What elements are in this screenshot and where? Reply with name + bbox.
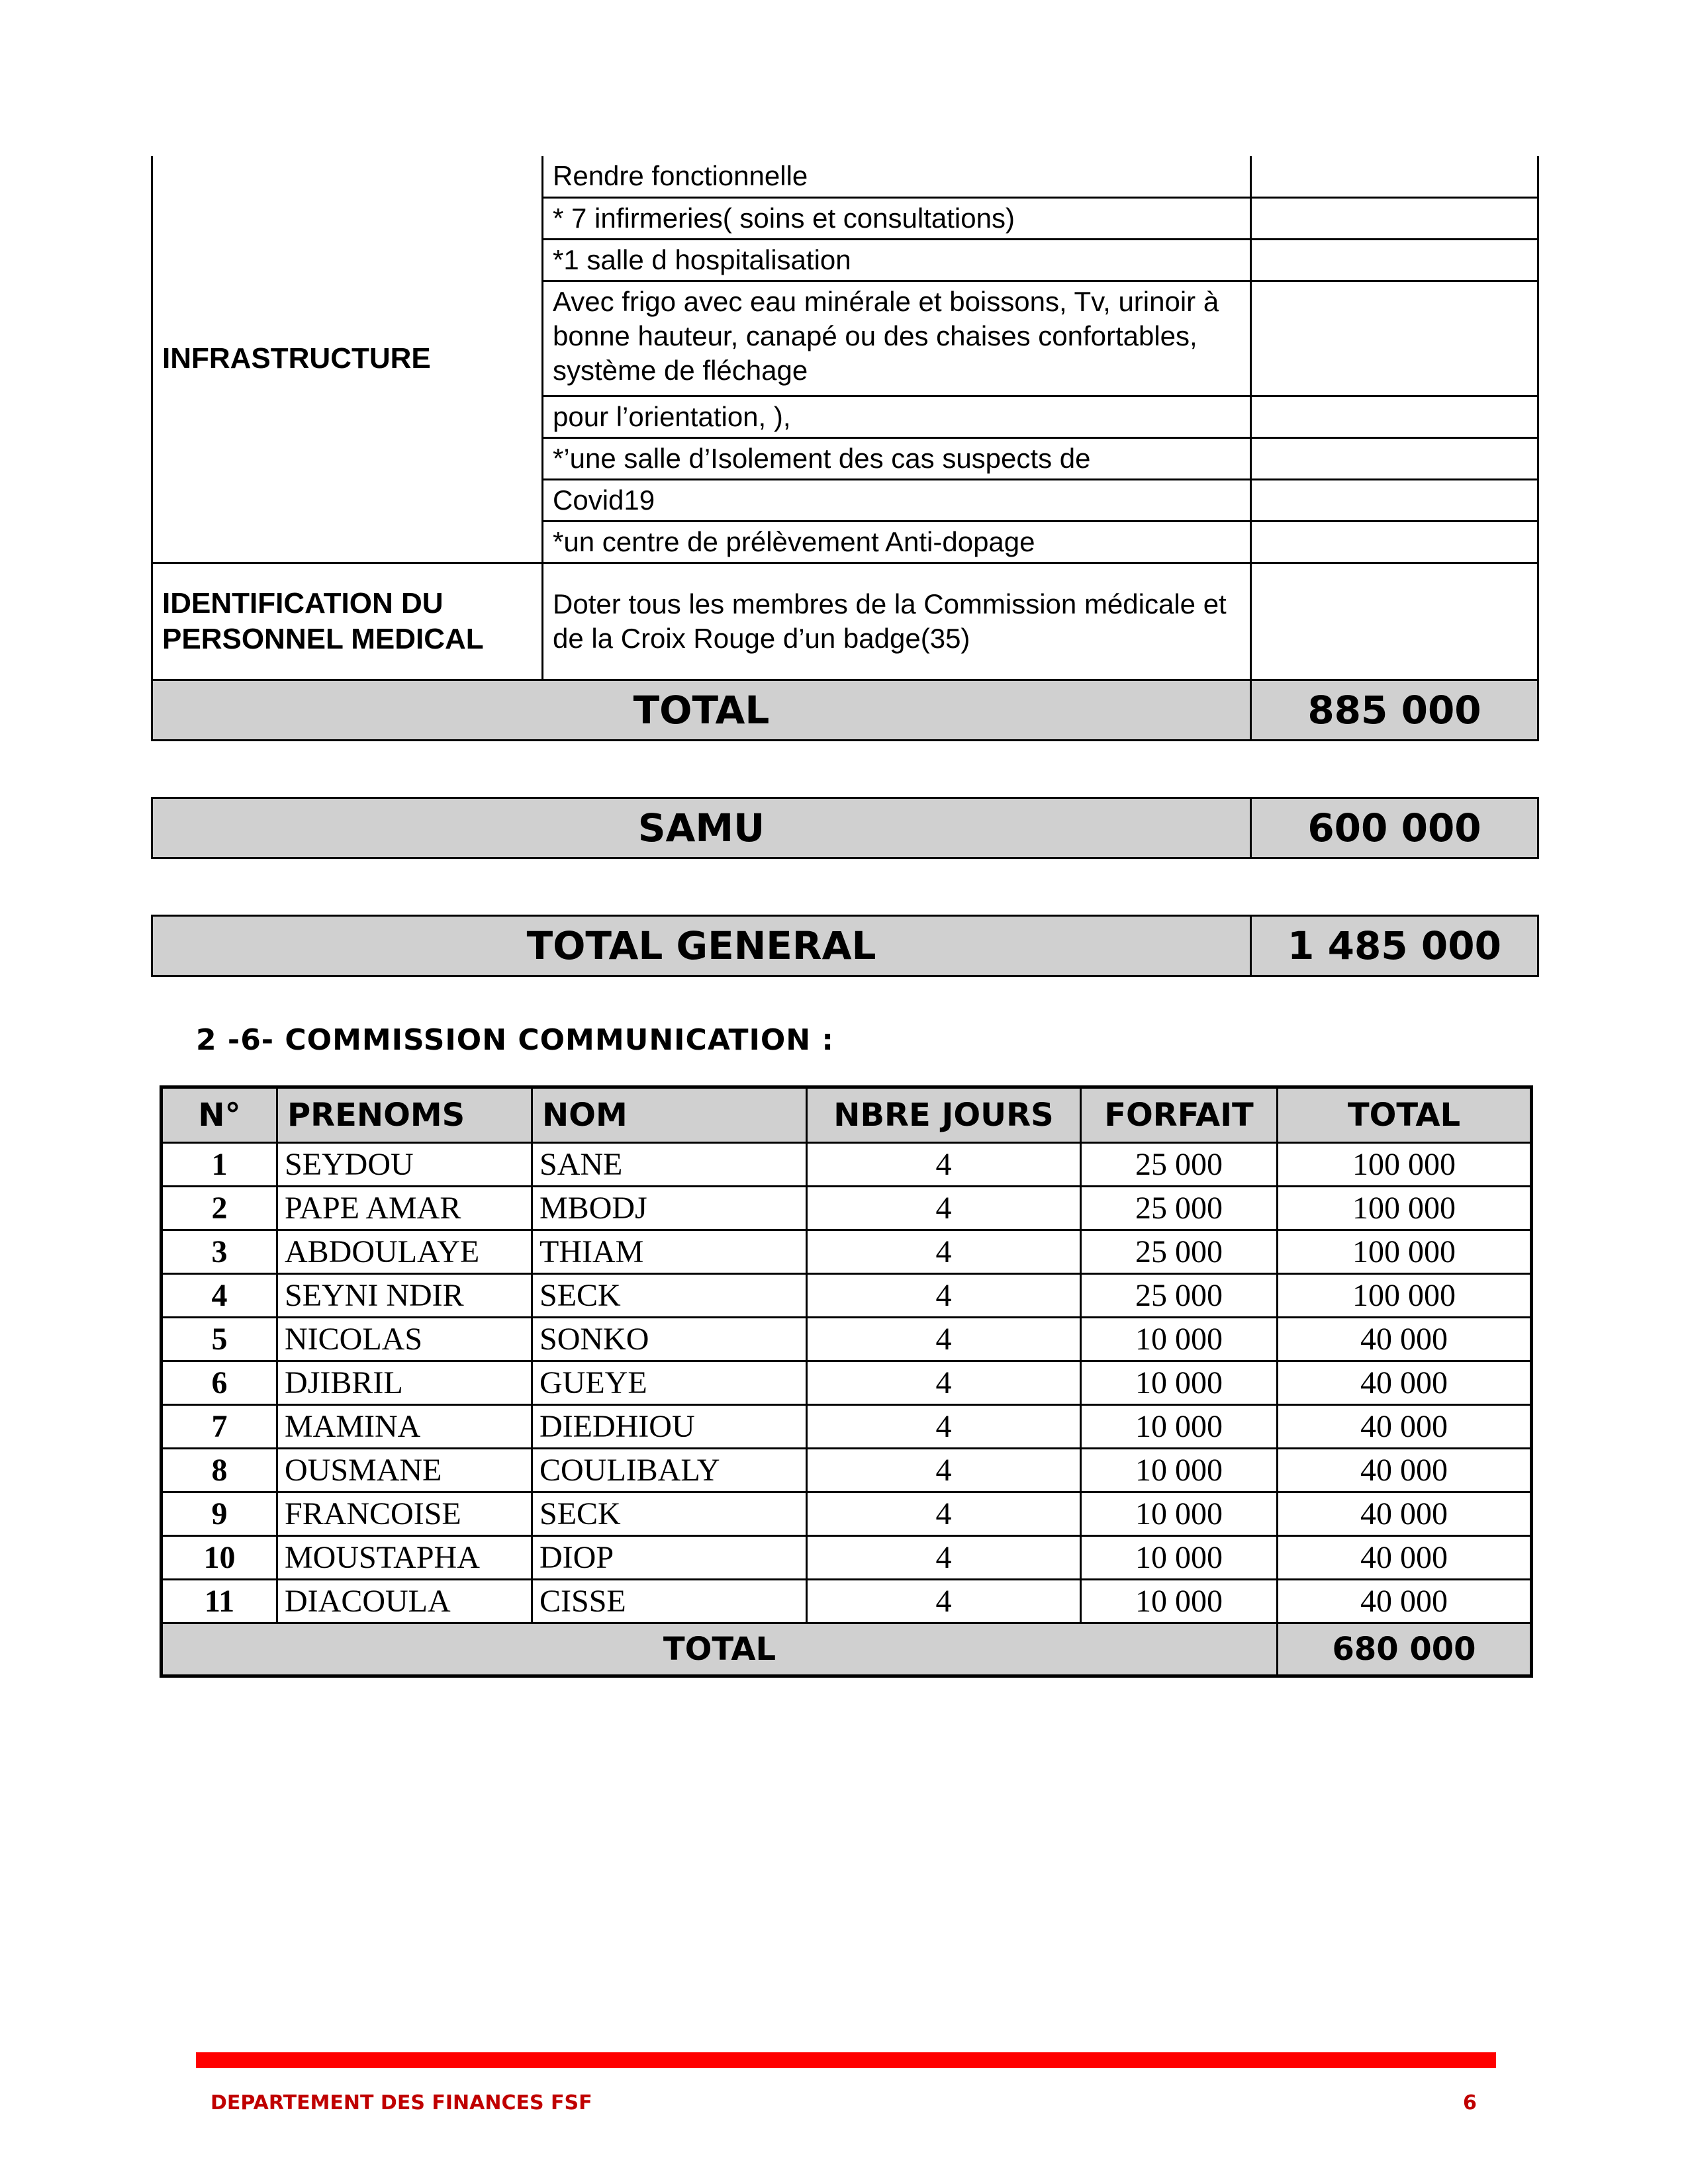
communication-table [160, 1085, 1533, 1678]
row-forfait: 10 000 [1081, 1492, 1278, 1536]
row-number: 6 [162, 1361, 277, 1405]
amount-cell [1251, 197, 1538, 239]
row-jours: 4 [807, 1536, 1081, 1580]
row-jours: 4 [807, 1492, 1081, 1536]
row-nom: DIOP [532, 1536, 807, 1580]
samu-box [151, 797, 1539, 859]
row-number: 1 [162, 1143, 277, 1187]
row-number: 8 [162, 1449, 277, 1492]
row-forfait: 25 000 [1081, 1230, 1278, 1274]
amount-cell [1251, 479, 1538, 521]
table-row [162, 1143, 1532, 1187]
communication-total-row [162, 1623, 1532, 1676]
row-total: 100 000 [1278, 1274, 1532, 1318]
row-forfait: 10 000 [1081, 1361, 1278, 1405]
header-nom: NOM [532, 1087, 807, 1143]
row-jours: 4 [807, 1318, 1081, 1361]
row-total: 40 000 [1278, 1405, 1532, 1449]
footer-department: DEPARTEMENT DES FINANCES FSF [211, 2091, 592, 2115]
row-prenom: OUSMANE [277, 1449, 532, 1492]
total-value: 885 000 [1251, 680, 1538, 741]
identification-text: Doter tous les membres de la Commission médicale et de la Croix Rouge d’un badge(35) [543, 563, 1251, 680]
page-number: 6 [1463, 2091, 1477, 2115]
row-forfait: 10 000 [1081, 1318, 1278, 1361]
amount-cell [1251, 281, 1538, 396]
samu-label: SAMU [152, 798, 1251, 858]
table-row [162, 1230, 1532, 1274]
table-row [162, 1449, 1532, 1492]
row-total: 40 000 [1278, 1536, 1532, 1580]
row-prenom: MAMINA [277, 1405, 532, 1449]
header-prenoms: PRENOMS [277, 1087, 532, 1143]
row-jours: 4 [807, 1274, 1081, 1318]
amount-cell [1251, 396, 1538, 437]
header-nbre-jours: NBRE JOURS [807, 1087, 1081, 1143]
row-nom: MBODJ [532, 1187, 807, 1230]
row-prenom: ABDOULAYE [277, 1230, 532, 1274]
infrastructure-line: *un centre de prélèvement Anti-dopage [543, 521, 1251, 563]
row-number: 7 [162, 1405, 277, 1449]
row-nom: GUEYE [532, 1361, 807, 1405]
row-nom: CISSE [532, 1580, 807, 1623]
identification-label: IDENTIFICATION DU PERSONNEL MEDICAL [152, 563, 543, 680]
row-total: 40 000 [1278, 1318, 1532, 1361]
row-prenom: SEYDOU [277, 1143, 532, 1187]
row-number: 11 [162, 1580, 277, 1623]
row-prenom: PAPE AMAR [277, 1187, 532, 1230]
infrastructure-line: Covid19 [543, 479, 1251, 521]
row-nom: THIAM [532, 1230, 807, 1274]
amount-cell [1251, 521, 1538, 563]
row-total: 100 000 [1278, 1187, 1532, 1230]
infrastructure-line: Rendre fonctionnelle [543, 156, 1251, 197]
row-prenom: FRANCOISE [277, 1492, 532, 1536]
infrastructure-line: *’une salle d’Isolement des cas suspects de [543, 437, 1251, 479]
footer-accent-bar [196, 2052, 1496, 2068]
table-row [162, 1405, 1532, 1449]
row-jours: 4 [807, 1361, 1081, 1405]
row-prenom: DJIBRIL [277, 1361, 532, 1405]
header-total: TOTAL [1278, 1087, 1532, 1143]
row-prenom: MOUSTAPHA [277, 1536, 532, 1580]
row-forfait: 10 000 [1081, 1449, 1278, 1492]
infrastructure-line: * 7 infirmeries( soins et consultations) [543, 197, 1251, 239]
row-prenom: DIACOULA [277, 1580, 532, 1623]
row-forfait: 10 000 [1081, 1405, 1278, 1449]
total-general-label: TOTAL GENERAL [152, 916, 1251, 976]
infrastructure-table [151, 156, 1539, 682]
table-row [162, 1580, 1532, 1623]
row-nom: SONKO [532, 1318, 807, 1361]
total-label: TOTAL [152, 680, 1251, 741]
amount-cell [1251, 239, 1538, 281]
row-forfait: 25 000 [1081, 1143, 1278, 1187]
infrastructure-line: *1 salle d hospitalisation [543, 239, 1251, 281]
table-row [162, 1492, 1532, 1536]
row-forfait: 25 000 [1081, 1187, 1278, 1230]
row-total: 100 000 [1278, 1230, 1532, 1274]
amount-cell [1251, 156, 1538, 197]
amount-cell [1251, 437, 1538, 479]
section-heading: 2 -6- COMMISSION COMMUNICATION : [196, 1023, 834, 1057]
table-row [162, 1187, 1532, 1230]
row-total: 40 000 [1278, 1361, 1532, 1405]
row-jours: 4 [807, 1230, 1081, 1274]
row-forfait: 25 000 [1081, 1274, 1278, 1318]
header-forfait: FORFAIT [1081, 1087, 1278, 1143]
row-jours: 4 [807, 1405, 1081, 1449]
total-general-box [151, 915, 1539, 977]
samu-value: 600 000 [1251, 798, 1538, 858]
row-forfait: 10 000 [1081, 1580, 1278, 1623]
infrastructure-label: INFRASTRUCTURE [152, 156, 543, 563]
amount-cell [1251, 563, 1538, 680]
row-jours: 4 [807, 1143, 1081, 1187]
row-jours: 4 [807, 1580, 1081, 1623]
row-total: 40 000 [1278, 1580, 1532, 1623]
row-total: 40 000 [1278, 1492, 1532, 1536]
row-total: 40 000 [1278, 1449, 1532, 1492]
row-nom: DIEDHIOU [532, 1405, 807, 1449]
row-nom: COULIBALY [532, 1449, 807, 1492]
communication-total-label: TOTAL [162, 1623, 1278, 1676]
header-number: N° [162, 1087, 277, 1143]
row-number: 3 [162, 1230, 277, 1274]
row-nom: SANE [532, 1143, 807, 1187]
row-number: 9 [162, 1492, 277, 1536]
row-nom: SECK [532, 1492, 807, 1536]
row-prenom: SEYNI NDIR [277, 1274, 532, 1318]
row-jours: 4 [807, 1449, 1081, 1492]
row-nom: SECK [532, 1274, 807, 1318]
communication-total-value: 680 000 [1278, 1623, 1532, 1676]
infrastructure-line: Avec frigo avec eau minérale et boissons, Tv, urinoir à bonne hauteur, canapé ou des chaises confortables, système de fléchage [543, 281, 1251, 396]
total-general-value: 1 485 000 [1251, 916, 1538, 976]
row-prenom: NICOLAS [277, 1318, 532, 1361]
row-number: 5 [162, 1318, 277, 1361]
row-number: 10 [162, 1536, 277, 1580]
row-total: 100 000 [1278, 1143, 1532, 1187]
table-row [162, 1361, 1532, 1405]
row-jours: 4 [807, 1187, 1081, 1230]
total-box [151, 679, 1539, 741]
table-row [162, 1536, 1532, 1580]
row-number: 2 [162, 1187, 277, 1230]
table-row [162, 1318, 1532, 1361]
row-forfait: 10 000 [1081, 1536, 1278, 1580]
table-row [162, 1274, 1532, 1318]
row-number: 4 [162, 1274, 277, 1318]
infrastructure-line: pour l’orientation, ), [543, 396, 1251, 437]
